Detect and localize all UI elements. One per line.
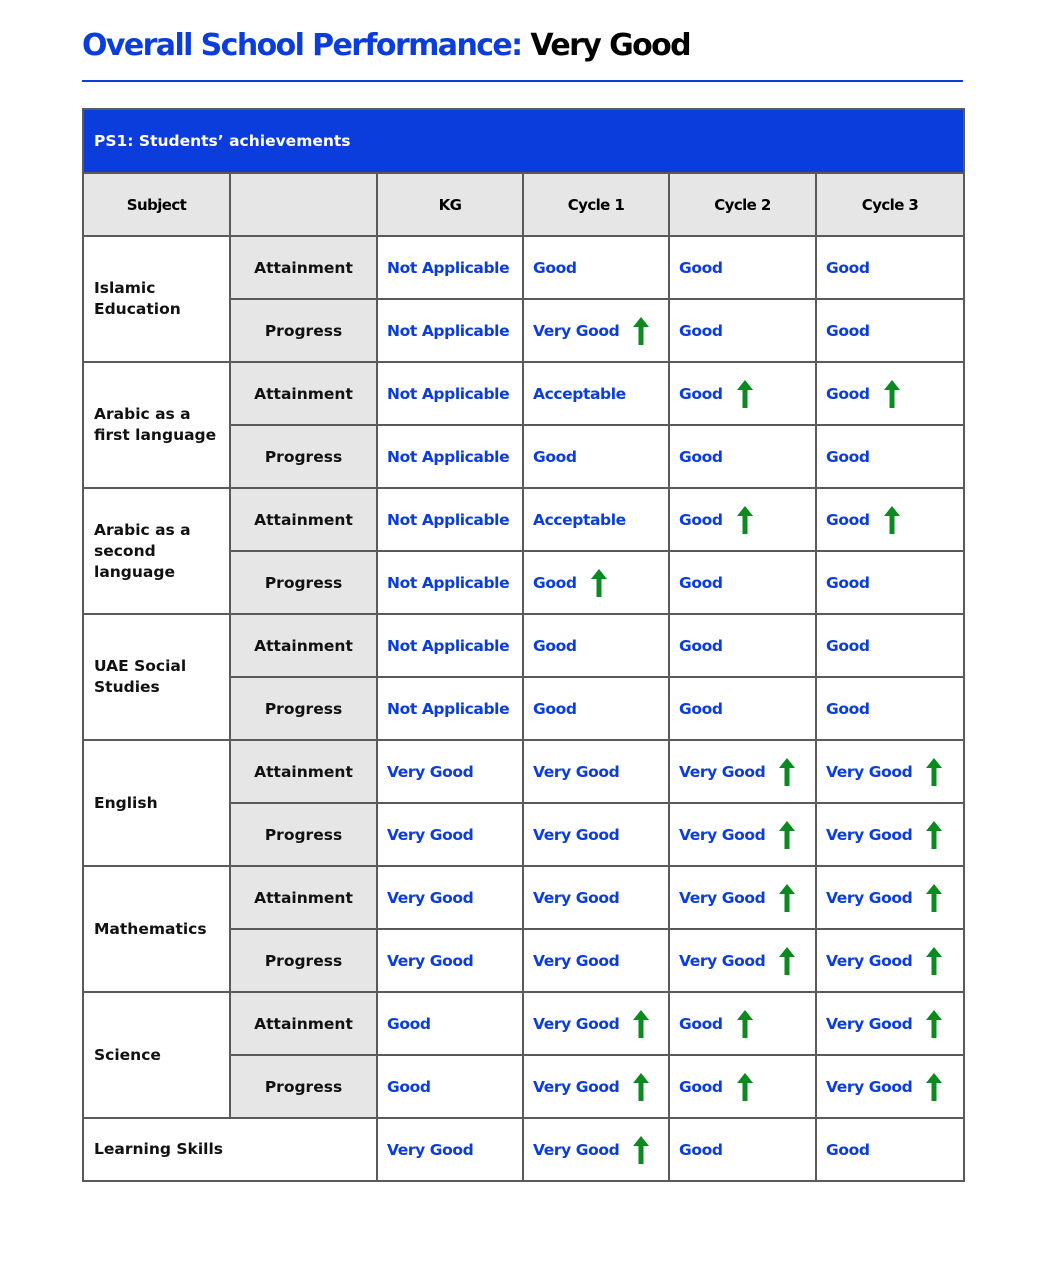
rating-cell-cycle-3	[816, 362, 964, 425]
arrow-up-icon	[884, 506, 900, 534]
arrow-up-icon	[779, 947, 795, 975]
rating-cell-inner	[679, 637, 815, 655]
subject-name: English	[83, 740, 230, 866]
rating-cell-inner	[533, 511, 668, 529]
measure-type: Attainment	[230, 488, 377, 551]
rating-cell-kg	[377, 425, 523, 488]
rating-value: Very Good	[826, 1077, 913, 1096]
rating-cell-kg	[377, 1055, 523, 1118]
rating-cell-inner	[533, 259, 668, 277]
rating-cell-cycle-2	[669, 1118, 816, 1181]
subject-name: Science	[83, 992, 230, 1118]
rating-value: Good	[679, 447, 723, 466]
arrow-up-icon	[737, 1010, 753, 1038]
measure-type: Progress	[230, 1055, 377, 1118]
rating-value: Not Applicable	[387, 510, 510, 529]
rating-cell-inner	[679, 1073, 815, 1101]
table-body	[83, 109, 964, 1181]
measure-type: Progress	[230, 551, 377, 614]
rating-value: Very Good	[533, 825, 620, 844]
rating-value: Not Applicable	[387, 699, 510, 718]
rating-cell-inner	[826, 448, 963, 466]
rating-cell-inner	[826, 758, 963, 786]
rating-value: Good	[533, 447, 577, 466]
rating-value: Good	[533, 699, 577, 718]
arrow-up-icon	[737, 1073, 753, 1101]
rating-cell-inner	[387, 574, 522, 592]
rating-cell-inner	[679, 884, 815, 912]
rating-cell-cycle-2	[669, 488, 816, 551]
subject-name: UAE Social Studies	[83, 614, 230, 740]
rating-cell-cycle-2	[669, 992, 816, 1055]
caption-row	[83, 109, 964, 173]
table-row	[83, 614, 964, 677]
header-row	[83, 173, 964, 236]
table-caption: PS1: Students’ achievements	[83, 109, 964, 173]
rating-value: Very Good	[533, 1140, 620, 1159]
rating-cell-inner	[826, 821, 963, 849]
header-subject: Subject	[83, 173, 230, 236]
measure-type: Progress	[230, 299, 377, 362]
rating-value: Good	[826, 573, 870, 592]
rating-cell-inner	[387, 322, 522, 340]
arrow-up-icon	[737, 380, 753, 408]
rating-cell-cycle-2	[669, 677, 816, 740]
rating-cell-cycle-3	[816, 551, 964, 614]
rating-cell-inner	[387, 637, 522, 655]
rating-cell-inner	[387, 700, 522, 718]
rating-cell-inner	[533, 637, 668, 655]
arrow-up-icon	[926, 947, 942, 975]
rating-cell-inner	[533, 700, 668, 718]
measure-type: Progress	[230, 803, 377, 866]
rating-cell-inner	[387, 1078, 522, 1096]
rating-cell-cycle-1	[523, 614, 669, 677]
rating-value: Very Good	[679, 762, 766, 781]
rating-cell-cycle-1	[523, 362, 669, 425]
rating-value: Acceptable	[533, 384, 626, 403]
rating-cell-cycle-2	[669, 1055, 816, 1118]
measure-type: Progress	[230, 929, 377, 992]
rating-cell-inner	[826, 947, 963, 975]
rating-cell-cycle-2	[669, 551, 816, 614]
rating-cell-inner	[679, 700, 815, 718]
measure-type: Attainment	[230, 740, 377, 803]
rating-value: Good	[679, 384, 723, 403]
rating-cell-cycle-1	[523, 866, 669, 929]
rating-cell-kg	[377, 803, 523, 866]
rating-cell-inner	[679, 506, 815, 534]
rating-value: Very Good	[387, 888, 474, 907]
rating-cell-cycle-1	[523, 929, 669, 992]
rating-value: Very Good	[533, 951, 620, 970]
rating-cell-kg	[377, 866, 523, 929]
rating-value: Not Applicable	[387, 636, 510, 655]
page-title	[82, 26, 690, 66]
rating-value: Not Applicable	[387, 384, 510, 403]
rating-cell-cycle-2	[669, 236, 816, 299]
rating-cell-cycle-3	[816, 236, 964, 299]
header-kg: KG	[377, 173, 523, 236]
arrow-up-icon	[633, 317, 649, 345]
rating-value: Very Good	[679, 888, 766, 907]
rating-cell-cycle-1	[523, 992, 669, 1055]
rating-value: Good	[826, 258, 870, 277]
rating-cell-cycle-1	[523, 551, 669, 614]
rating-cell-inner	[533, 1073, 668, 1101]
rating-cell-inner	[387, 259, 522, 277]
rating-cell-inner	[826, 700, 963, 718]
rating-cell-cycle-2	[669, 929, 816, 992]
arrow-up-icon	[779, 821, 795, 849]
rating-value: Good	[679, 573, 723, 592]
rating-cell-cycle-3	[816, 992, 964, 1055]
rating-cell-cycle-1	[523, 1055, 669, 1118]
rating-cell-inner	[826, 506, 963, 534]
rating-cell-cycle-2	[669, 866, 816, 929]
rating-cell-inner	[826, 322, 963, 340]
rating-cell-cycle-3	[816, 299, 964, 362]
rating-value: Good	[387, 1077, 431, 1096]
rating-cell-inner	[826, 1073, 963, 1101]
rating-cell-cycle-3	[816, 740, 964, 803]
rating-cell-inner	[533, 889, 668, 907]
subject-name: Arabic as a second language	[83, 488, 230, 614]
rating-cell-inner	[826, 884, 963, 912]
rating-cell-inner	[533, 826, 668, 844]
rating-value: Not Applicable	[387, 258, 510, 277]
subject-name: Mathematics	[83, 866, 230, 992]
rating-cell-cycle-1	[523, 488, 669, 551]
rating-cell-cycle-3	[816, 929, 964, 992]
rating-value: Good	[533, 636, 577, 655]
title-underline	[82, 80, 963, 82]
arrow-up-icon	[633, 1010, 649, 1038]
rating-cell-cycle-1	[523, 677, 669, 740]
rating-cell-inner	[679, 758, 815, 786]
rating-cell-inner	[679, 1010, 815, 1038]
rating-value: Very Good	[533, 888, 620, 907]
rating-cell-kg	[377, 614, 523, 677]
rating-cell-cycle-3	[816, 488, 964, 551]
rating-value: Good	[679, 1014, 723, 1033]
rating-value: Good	[533, 258, 577, 277]
rating-cell-inner	[533, 952, 668, 970]
measure-type: Attainment	[230, 992, 377, 1055]
rating-cell-inner	[387, 826, 522, 844]
rating-cell-inner	[387, 889, 522, 907]
rating-value: Good	[679, 1077, 723, 1096]
rating-value: Acceptable	[533, 510, 626, 529]
rating-cell-kg	[377, 299, 523, 362]
rating-cell-cycle-2	[669, 362, 816, 425]
rating-cell-inner	[826, 1141, 963, 1159]
subject-name: Islamic Education	[83, 236, 230, 362]
title-lead: Overall School Performance:	[82, 28, 522, 63]
rating-cell-kg	[377, 488, 523, 551]
rating-value: Good	[679, 699, 723, 718]
rating-cell-inner	[387, 448, 522, 466]
measure-type: Progress	[230, 425, 377, 488]
rating-value: Good	[679, 258, 723, 277]
rating-cell-inner	[533, 448, 668, 466]
measure-type: Attainment	[230, 236, 377, 299]
rating-cell-inner	[533, 763, 668, 781]
rating-value: Very Good	[387, 1140, 474, 1159]
rating-value: Very Good	[826, 1014, 913, 1033]
rating-cell-inner	[387, 511, 522, 529]
achievements-table	[82, 108, 965, 1182]
rating-cell-inner	[533, 317, 668, 345]
rating-cell-cycle-3	[816, 803, 964, 866]
rating-cell-cycle-2	[669, 740, 816, 803]
rating-value: Very Good	[533, 1014, 620, 1033]
rating-cell-cycle-3	[816, 614, 964, 677]
rating-value: Good	[826, 636, 870, 655]
header-cycle-2: Cycle 2	[669, 173, 816, 236]
table-row	[83, 866, 964, 929]
table-row	[83, 488, 964, 551]
rating-cell-inner	[533, 385, 668, 403]
rating-value: Good	[679, 1140, 723, 1159]
rating-cell-inner	[826, 637, 963, 655]
table-row	[83, 362, 964, 425]
table-row-learning-skills	[83, 1118, 964, 1181]
rating-value: Good	[826, 699, 870, 718]
rating-value: Good	[387, 1014, 431, 1033]
header-type	[230, 173, 377, 236]
title-rating: Very Good	[530, 28, 691, 63]
arrow-up-icon	[926, 884, 942, 912]
rating-cell-cycle-3	[816, 425, 964, 488]
rating-cell-kg	[377, 677, 523, 740]
rating-value: Very Good	[387, 825, 474, 844]
rating-value: Very Good	[533, 1077, 620, 1096]
rating-value: Very Good	[533, 762, 620, 781]
rating-value: Good	[679, 636, 723, 655]
arrow-up-icon	[926, 758, 942, 786]
rating-cell-kg	[377, 1118, 523, 1181]
rating-cell-inner	[533, 1010, 668, 1038]
rating-value: Good	[826, 510, 870, 529]
rating-value: Good	[533, 573, 577, 592]
rating-value: Good	[679, 321, 723, 340]
rating-cell-cycle-3	[816, 1118, 964, 1181]
arrow-up-icon	[926, 1010, 942, 1038]
measure-type: Attainment	[230, 362, 377, 425]
rating-cell-inner	[679, 448, 815, 466]
arrow-up-icon	[591, 569, 607, 597]
rating-value: Good	[826, 447, 870, 466]
rating-cell-cycle-2	[669, 299, 816, 362]
rating-cell-kg	[377, 740, 523, 803]
rating-value: Good	[826, 384, 870, 403]
table-row	[83, 992, 964, 1055]
rating-cell-inner	[679, 821, 815, 849]
rating-cell-kg	[377, 929, 523, 992]
rating-value: Very Good	[826, 762, 913, 781]
rating-value: Not Applicable	[387, 321, 510, 340]
rating-cell-cycle-1	[523, 803, 669, 866]
rating-cell-inner	[387, 763, 522, 781]
rating-cell-inner	[826, 574, 963, 592]
arrow-up-icon	[926, 821, 942, 849]
rating-cell-inner	[387, 952, 522, 970]
rating-cell-cycle-1	[523, 236, 669, 299]
rating-value: Good	[826, 321, 870, 340]
rating-value: Very Good	[826, 888, 913, 907]
rating-value: Very Good	[387, 762, 474, 781]
rating-cell-inner	[387, 1015, 522, 1033]
rating-value: Good	[826, 1140, 870, 1159]
rating-cell-inner	[679, 947, 815, 975]
measure-type: Progress	[230, 677, 377, 740]
arrow-up-icon	[633, 1136, 649, 1164]
rating-cell-kg	[377, 236, 523, 299]
rating-cell-cycle-2	[669, 803, 816, 866]
arrow-up-icon	[633, 1073, 649, 1101]
measure-type: Attainment	[230, 866, 377, 929]
rating-value: Good	[679, 510, 723, 529]
rating-cell-inner	[533, 569, 668, 597]
subject-name: Arabic as a first language	[83, 362, 230, 488]
rating-cell-cycle-1	[523, 299, 669, 362]
rating-value: Very Good	[826, 951, 913, 970]
rating-value: Very Good	[387, 951, 474, 970]
rating-value: Very Good	[679, 825, 766, 844]
rating-cell-cycle-1	[523, 740, 669, 803]
rating-cell-kg	[377, 992, 523, 1055]
rating-cell-inner	[826, 259, 963, 277]
rating-value: Very Good	[533, 321, 620, 340]
rating-cell-kg	[377, 551, 523, 614]
table-row	[83, 236, 964, 299]
rating-cell-inner	[679, 1141, 815, 1159]
table-row	[83, 740, 964, 803]
rating-cell-inner	[387, 385, 522, 403]
measure-type: Attainment	[230, 614, 377, 677]
rating-value: Not Applicable	[387, 573, 510, 592]
rating-cell-kg	[377, 362, 523, 425]
rating-cell-inner	[679, 259, 815, 277]
rating-value: Very Good	[679, 951, 766, 970]
rating-cell-cycle-2	[669, 614, 816, 677]
arrow-up-icon	[737, 506, 753, 534]
rating-cell-cycle-1	[523, 1118, 669, 1181]
header-cycle-1: Cycle 1	[523, 173, 669, 236]
rating-cell-cycle-3	[816, 866, 964, 929]
rating-cell-inner	[387, 1141, 522, 1159]
rating-cell-inner	[826, 1010, 963, 1038]
arrow-up-icon	[779, 758, 795, 786]
rating-cell-cycle-3	[816, 1055, 964, 1118]
rating-cell-inner	[679, 380, 815, 408]
rating-cell-cycle-2	[669, 425, 816, 488]
rating-cell-inner	[826, 380, 963, 408]
arrow-up-icon	[884, 380, 900, 408]
rating-value: Not Applicable	[387, 447, 510, 466]
arrow-up-icon	[779, 884, 795, 912]
rating-cell-cycle-3	[816, 677, 964, 740]
rating-cell-inner	[679, 322, 815, 340]
header-cycle-3: Cycle 3	[816, 173, 964, 236]
arrow-up-icon	[926, 1073, 942, 1101]
rating-cell-inner	[533, 1136, 668, 1164]
subject-name: Learning Skills	[83, 1118, 377, 1181]
rating-cell-cycle-1	[523, 425, 669, 488]
rating-cell-inner	[679, 574, 815, 592]
rating-value: Very Good	[826, 825, 913, 844]
